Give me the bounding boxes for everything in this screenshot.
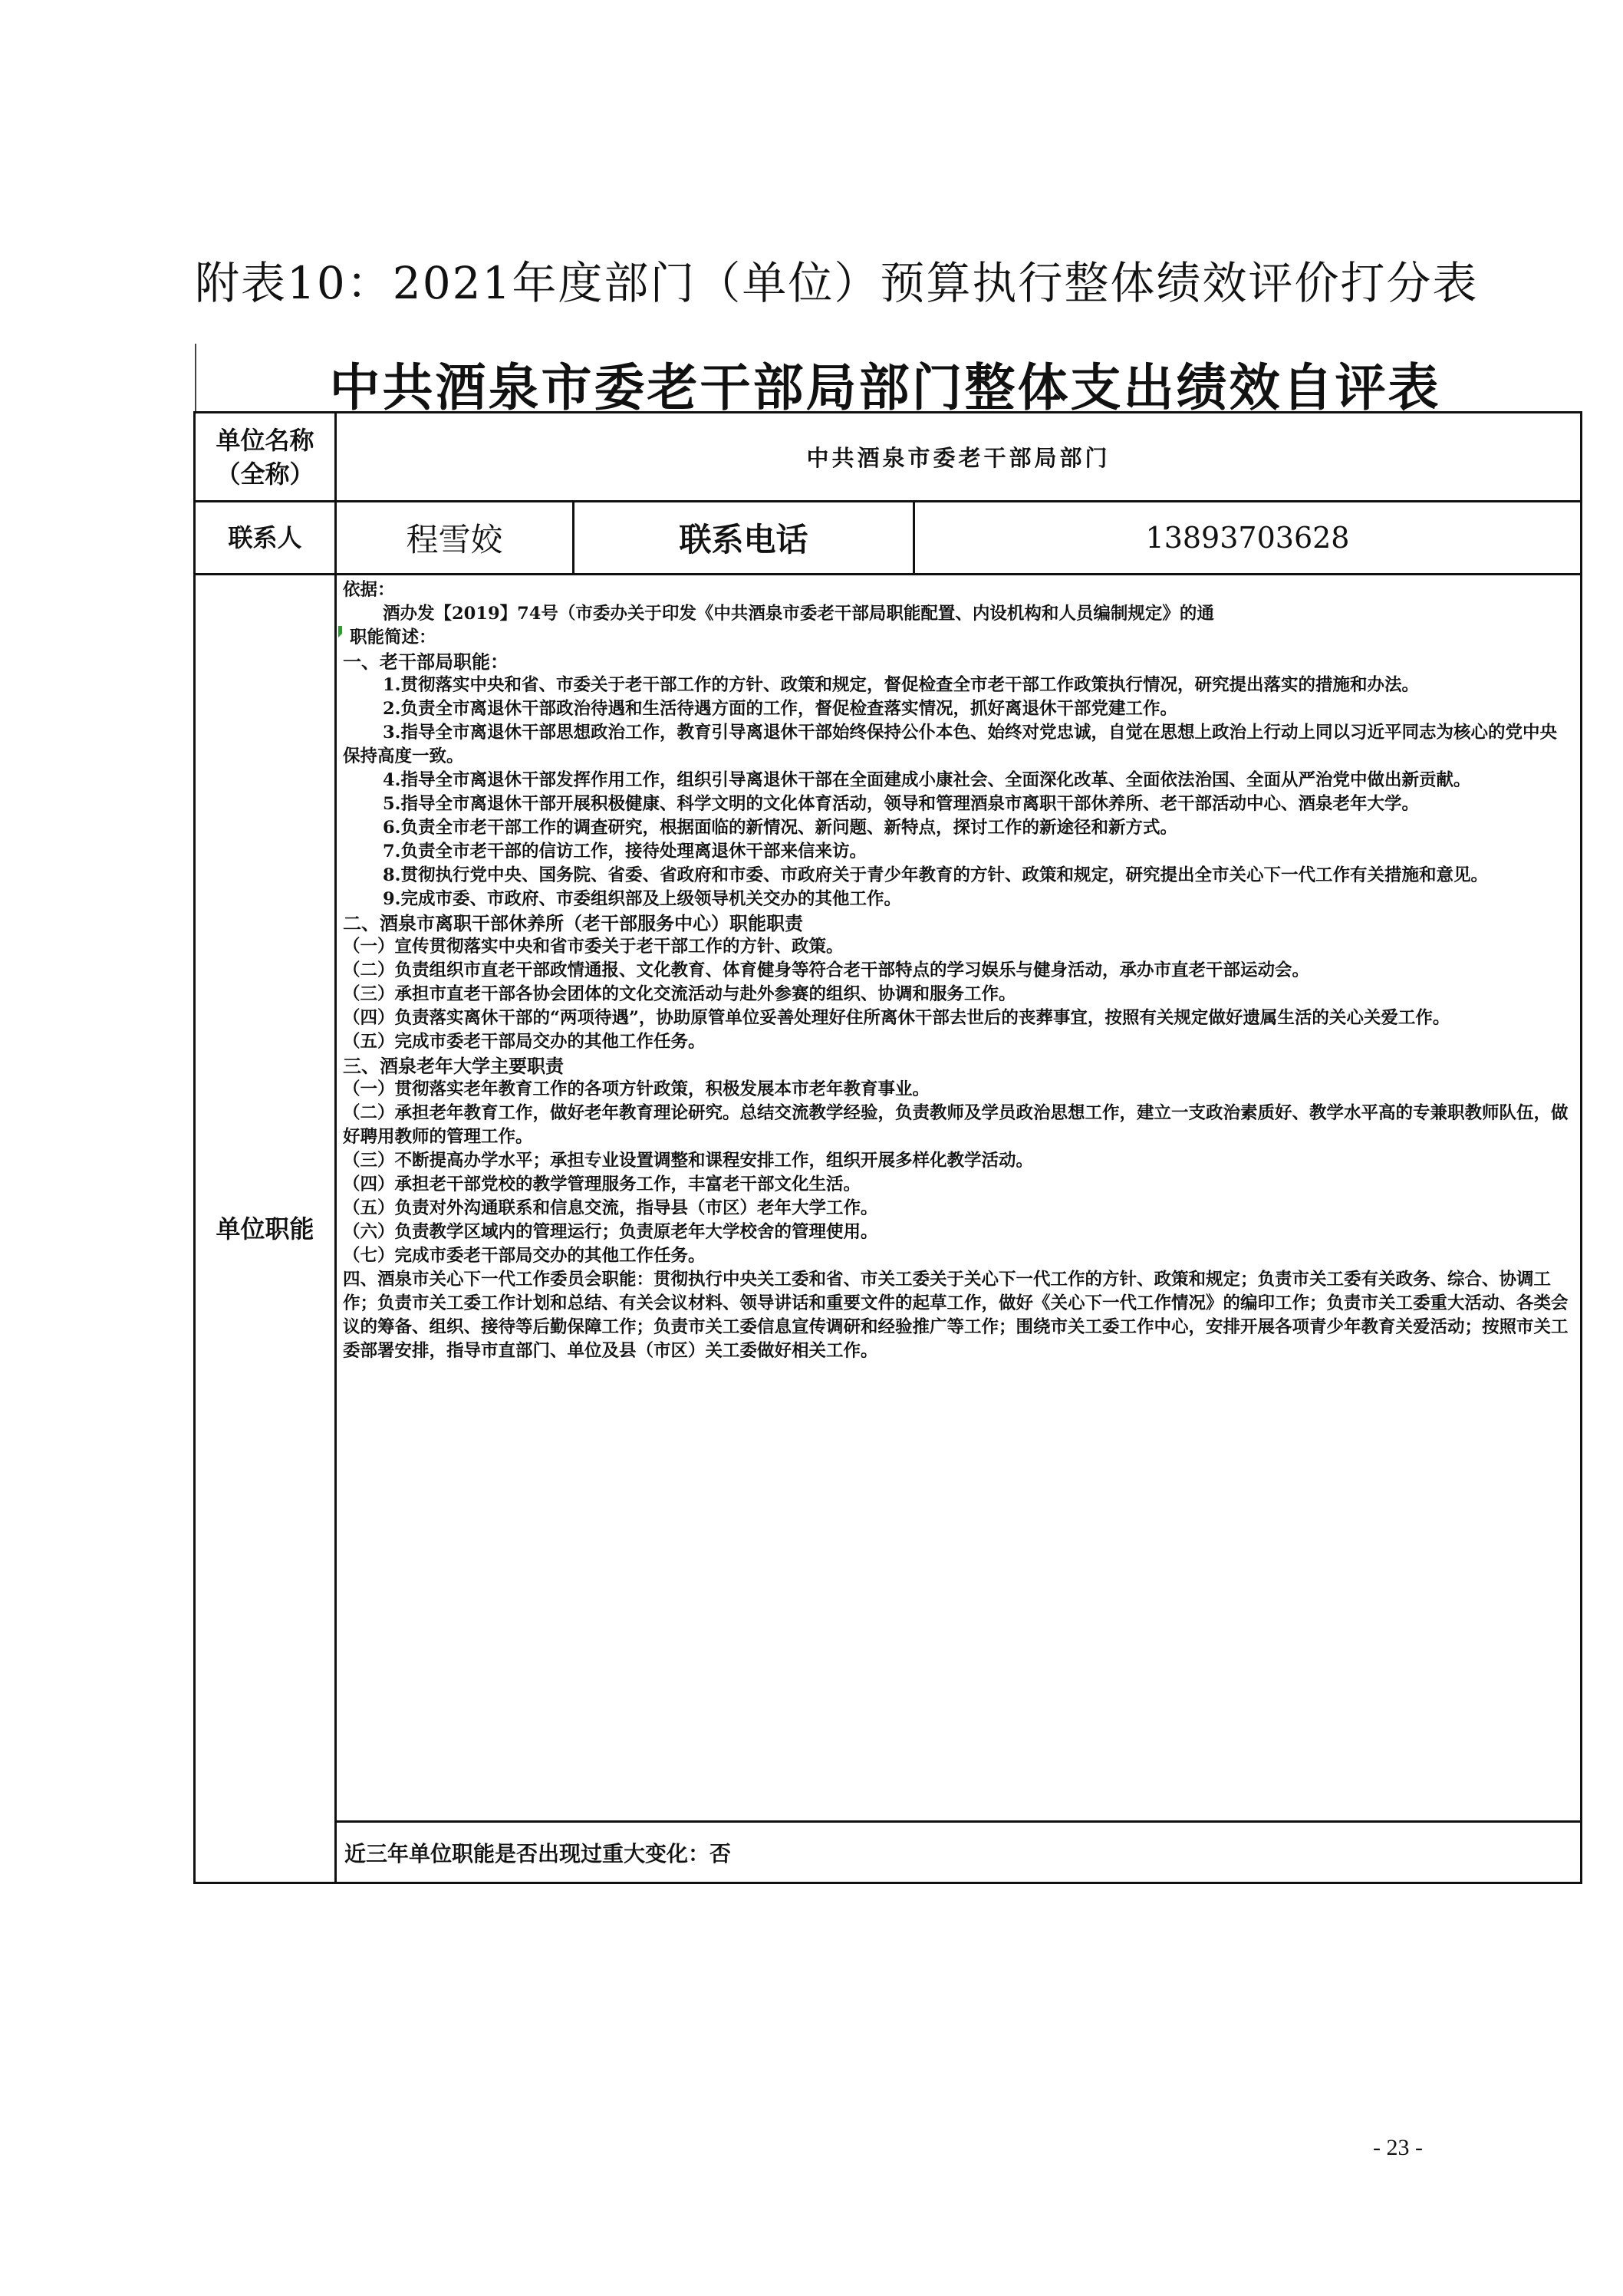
unit-name-label-text: 单位名称（全称）	[216, 425, 314, 489]
s1-item: 5.指导全市离退休干部开展积极健康、科学文明的文化体育活动，领导和管理酒泉市离职干部休养所、老干部活动中心、酒泉老年大学。	[383, 794, 1419, 814]
evaluation-table	[193, 411, 1582, 1884]
s3-item: （七）完成市委老干部局交办的其他工作任务。	[343, 1246, 706, 1266]
section-4-text: 四、酒泉市关心下一代工作委员会职能：贯彻执行中央关工委和省、市关工委关于关心下一代工作的方针、政策和规定；负责市关工委有关政务、综合、协调工作；负责市关工委工作计划和总结、有关会议材料、领导讲话和重要文件的起草工作，做好《关心下一代工作情况》的编印工作；负责市关工委重大活动、各类会议的筹备、组织、接待等后勤保障工作；负责市关工委信息宣传调研和经验推广等工作；围绕市关工委工作中心，安排开展各项青少年教育关爱活动；按照市关工委部署安排，指导市直部门、单位及县（市区）关工委做好相关工作。	[343, 1270, 1569, 1361]
s3-item: （三）不断提高办学水平；承担专业设置调整和课程安排工作，组织开展多样化教学活动。	[343, 1151, 1034, 1171]
row-change-question	[195, 1822, 1582, 1883]
basis-document	[343, 602, 1574, 626]
phone-value: 13893703628	[914, 502, 1582, 575]
s1-item: 9.完成市委、市政府、市委组织部及上级领导机关交办的其他工作。	[383, 889, 901, 909]
summary-label	[343, 626, 1574, 650]
s2-item: （一）宣传贯彻落实中央和省市委关于老干部工作的方针、政策。	[343, 937, 844, 957]
row-duty	[195, 575, 1582, 1822]
s2-item: （四）负责落实离休干部的“两项待遇”，协助原管单位妥善处理好住所离休干部去世后的丧葬事宜，按照有关规定做好遗属生活的关心关爱工作。	[343, 1008, 1450, 1028]
s2-item: （二）负责组织市直老干部政情通报、文化教育、体育健身等符合老干部特点的学习娱乐与健身活动，承办市直老干部运动会。	[343, 960, 1310, 980]
s1-item: 4.指导全市离退休干部发挥作用工作，组织引导离退休干部在全面建成小康社会、全面深化改革、全面依法治国、全面从严治党中做出新贡献。	[383, 770, 1471, 790]
page-number: - 23 -	[1373, 2135, 1423, 2160]
duty-label: 单位职能	[195, 575, 336, 1883]
s1-item: 8.贯彻执行党中央、国务院、省委、省政府和市委、市政府关于青少年教育的方针、政策和规定，研究提出全市关心下一代工作有关措施和意见。	[383, 865, 1488, 885]
section-2-heading: 二、酒泉市离职干部休养所（老干部服务中心）职能职责	[343, 912, 803, 934]
s1-item: 7.负责全市老干部的信访工作，接待处理离退休干部来信来访。	[383, 842, 867, 861]
appendix-title: 附表10：2021年度部门（单位）预算执行整体绩效评价打分表	[195, 257, 1479, 309]
s3-item: （二）承担老年教育工作，做好老年教育理论研究。总结交流教学经验，负责教师及学员政治思想工作，建立一支政治素质好、教学水平高的专兼职教师队伍，做好聘用教师的管理工作。	[343, 1103, 1569, 1147]
contact-name: 程雪姣	[336, 502, 574, 575]
comment-marker	[338, 626, 350, 637]
contact-label: 联系人	[195, 502, 336, 575]
table-title: 中共酒泉市委老干部局部门整体支出绩效自评表	[329, 358, 1441, 417]
s3-item: （六）负责教学区域内的管理运行；负责原老年大学校舍的管理使用。	[343, 1222, 878, 1242]
s1-item: 6.负责全市老干部工作的调查研究，根据面临的新情况、新问题、新特点，探讨工作的新途径和新方式。	[383, 818, 1177, 838]
duty-content	[336, 575, 1582, 1822]
s1-item: 3.指导全市离退休干部思想政治工作，教育引导离退休干部始终保持公仆本色、始终对党忠诚，自觉在思想上政治上行动上同以习近平同志为核心的党中央保持高度一致。	[343, 723, 1557, 766]
section-3-heading: 三、酒泉老年大学主要职责	[343, 1055, 564, 1077]
s3-item: （一）贯彻落实老年教育工作的各项方针政策，积极发展本市老年教育事业。	[343, 1079, 930, 1099]
s1-item: 2.负责全市离退休干部政治待遇和生活待遇方面的工作，督促检查落实情况，抓好离退休干部党建工作。	[383, 699, 1177, 719]
s2-item: （五）完成市委老干部局交办的其他工作任务。	[343, 1032, 706, 1052]
s2-item: （三）承担市直老干部各协会团体的文化交流活动与赴外参赛的组织、协调和服务工作。	[343, 984, 1016, 1004]
section-1-heading: 一、老干部局职能：	[343, 651, 509, 673]
unit-name-value: 中共酒泉市委老干部局部门	[336, 413, 1582, 502]
summary-label-text: 职能简述：	[350, 628, 436, 647]
row-unit-name	[195, 413, 1582, 502]
change-question: 近三年单位职能是否出现过重大变化：否	[336, 1822, 1582, 1883]
row-contact	[195, 502, 1582, 575]
phone-label: 联系电话	[574, 502, 914, 575]
s3-item: （四）承担老干部党校的教学管理服务工作，丰富老干部文化生活。	[343, 1174, 861, 1194]
unit-name-label	[195, 413, 336, 502]
s3-item: （五）负责对外沟通联系和信息交流，指导县（市区）老年大学工作。	[343, 1198, 878, 1218]
basis-document-text: 酒办发【2019】74号（市委办关于印发《中共酒泉市委老干部局职能配置、内设机构和人员编制规定》的通	[383, 604, 1214, 624]
basis-label: 依据：	[343, 580, 395, 600]
s1-item: 1.贯彻落实中央和省、市委关于老干部工作的方针、政策和规定，督促检查全市老干部工作政策执行情况，研究提出落实的措施和办法。	[383, 675, 1419, 695]
